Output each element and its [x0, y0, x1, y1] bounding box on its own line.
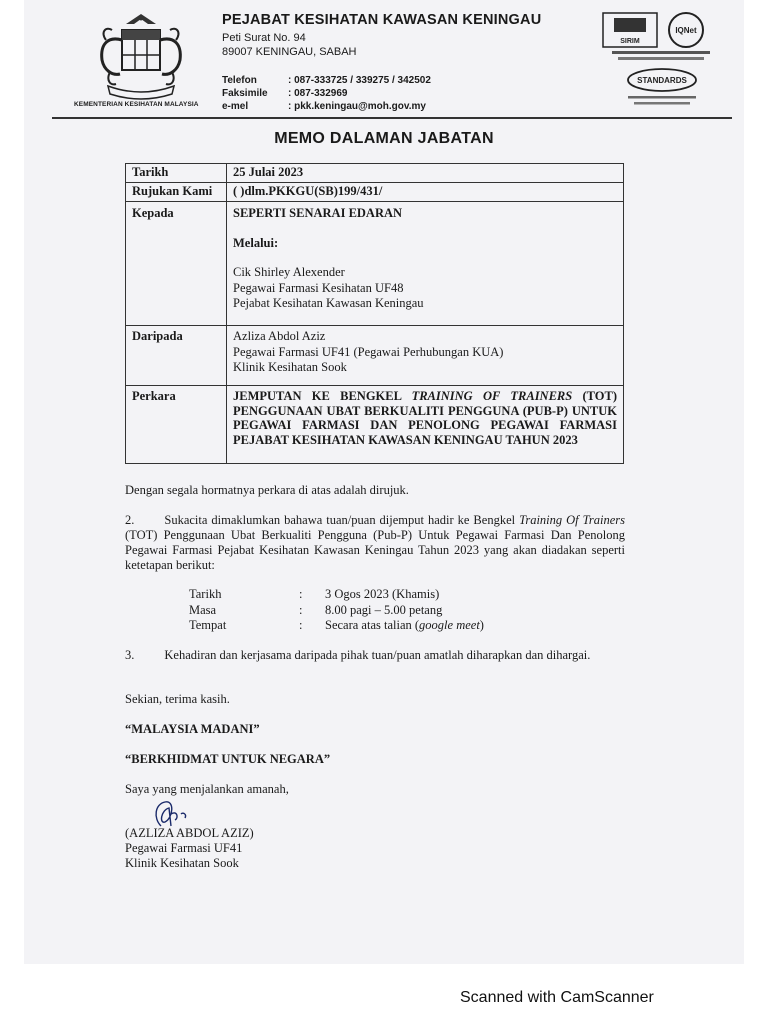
- sign-intro: Saya yang menjalankan amanah,: [125, 782, 289, 796]
- daripada-line-2: Pegawai Farmasi UF41 (Pegawai Perhubungan KUA): [233, 344, 504, 359]
- paragraph-3-number: 3.: [125, 648, 135, 662]
- sign-place: Klinik Kesihatan Sook: [125, 856, 239, 870]
- paragraph-2-number: 2.: [125, 513, 135, 527]
- daripada-line-3: Klinik Kesihatan Sook: [233, 360, 347, 374]
- kepada-cell: [227, 202, 624, 326]
- fax-value: : 087-332969: [288, 88, 348, 99]
- table-row: [126, 202, 624, 326]
- event-tempat-close: ): [479, 618, 484, 632]
- paragraph-3: [125, 648, 625, 663]
- tarikh-value: 25 Julai 2023: [227, 164, 624, 183]
- daripada-line-1: Azliza Abdol Aziz: [233, 329, 326, 343]
- kepada-label: Kepada: [126, 202, 227, 326]
- perkara-italic: TRAINING OF TRAINERS: [411, 389, 573, 403]
- memo-title: MEMO DALAMAN JABATAN: [274, 130, 494, 147]
- ministry-name: KEMENTERIAN KESIHATAN MALAYSIA: [74, 101, 199, 108]
- event-row-tarikh: [189, 587, 484, 603]
- event-tempat-italic: google meet: [419, 618, 480, 632]
- paragraph-3-text: Kehadiran dan kerjasama daripada pihak tuan/puan amatlah diharapkan dan dihargai.: [164, 648, 591, 662]
- address-line-1: Peti Surat No. 94: [222, 32, 306, 44]
- tarikh-label: Tarikh: [126, 164, 227, 183]
- phone-value: : 087-333725 / 339275 / 342502: [288, 75, 431, 86]
- opening-line: Dengan segala hormatnya perkara di atas adalah dirujuk.: [125, 483, 409, 497]
- closing-line: Sekian, terima kasih.: [125, 692, 230, 706]
- malaysia-coat-of-arms-icon: [86, 10, 196, 102]
- paragraph-2-text-a: Sukacita dimaklumkan bahawa tuan/puan dijemput hadir ke Bengkel: [164, 513, 520, 527]
- melalui-label: Melalui:: [233, 235, 279, 250]
- perkara-rest: (TOT) PENGGUNAAN UBAT BERKUALITI PENGGUNA (PUB-P) UNTUK PEGAWAI FARMASI DAN PENOLONG PEGAWAI FARMASI PEJABAT KESIHATAN KAWASAN KENINGAU TAHUN 2023: [233, 389, 617, 447]
- address-line-2: 89007 KENINGAU, SABAH: [222, 46, 357, 58]
- event-row-masa: [189, 603, 484, 619]
- email-label: e-mel: [222, 101, 249, 112]
- event-tarikh-value: 3 Ogos 2023 (Khamis): [325, 587, 440, 601]
- table-row: [126, 183, 624, 202]
- email-value: : pkk.keningau@moh.gov.my: [288, 101, 426, 112]
- event-tempat-value: Secara atas talian (: [325, 618, 420, 632]
- rujukan-label: Rujukan Kami: [126, 183, 227, 202]
- kepada-value: SEPERTI SENARAI EDARAN: [233, 206, 403, 220]
- paragraph-2-italic: Training Of Trainers: [519, 513, 625, 527]
- table-row: [126, 326, 624, 386]
- office-name: PEJABAT KESIHATAN KAWASAN KENINGAU: [222, 12, 542, 28]
- daripada-cell: [227, 326, 624, 386]
- header-divider: [52, 117, 732, 119]
- slogan-malaysia-madani: “MALAYSIA MADANI”: [125, 722, 260, 736]
- event-tempat-label: Tempat: [189, 618, 227, 632]
- perkara-value: [227, 386, 624, 464]
- paragraph-2-text-b: (TOT) Penggunaan Ubat Berkualiti Pengguna (Pub-P) Untuk Pegawai Farmasi Dan Penolong Pegawai Farmasi Pejabat Kesihatan Kawasan Keningau Tahun 2023 yang akan diadakan seperti ketetapan berikut:: [125, 528, 625, 572]
- perkara-label: Perkara: [126, 386, 227, 464]
- document-page: [24, 0, 744, 964]
- slogan-berkhidmat: “BERKHIDMAT UNTUK NEGARA”: [125, 752, 331, 766]
- colon: :: [299, 587, 303, 601]
- colon: :: [299, 602, 303, 617]
- melalui-line-3: Pejabat Kesihatan Kawasan Keningau: [233, 296, 424, 310]
- paragraph-2: [125, 513, 625, 573]
- sign-title: Pegawai Farmasi UF41: [125, 841, 243, 855]
- event-masa-label: Masa: [189, 602, 217, 617]
- sirim-iqnet-certification-icon: [602, 10, 720, 64]
- fax-label: Faksimile: [222, 88, 268, 99]
- contact-block: [222, 74, 431, 113]
- standards-label: STANDARDS: [637, 76, 687, 85]
- camscanner-watermark: Scanned with CamScanner: [460, 989, 654, 1006]
- memo-info-table: [125, 163, 624, 464]
- table-row: [126, 386, 624, 464]
- event-tarikh-label: Tarikh: [189, 587, 222, 601]
- rujukan-value: ( )dlm.PKKGU(SB)199/431/: [227, 183, 624, 202]
- table-row: [126, 164, 624, 183]
- letterhead: [24, 0, 744, 118]
- perkara-prefix: JEMPUTAN KE BENGKEL: [233, 389, 412, 403]
- event-masa-value: 8.00 pagi – 5.00 petang: [325, 602, 443, 617]
- colon: :: [299, 618, 303, 632]
- phone-label: Telefon: [222, 75, 257, 86]
- daripada-label: Daripada: [126, 326, 227, 386]
- event-details: [189, 587, 484, 634]
- iqnet-label: IQNet: [675, 26, 697, 35]
- event-row-tempat: [189, 618, 484, 634]
- melalui-line-1: Cik Shirley Alexender: [233, 265, 345, 279]
- sirim-label: SIRIM: [620, 38, 640, 45]
- melalui-line-2: Pegawai Farmasi Kesihatan UF48: [233, 280, 404, 295]
- sign-name: (AZLIZA ABDOL AZIZ): [125, 826, 254, 840]
- standards-malaysia-icon: [616, 66, 708, 112]
